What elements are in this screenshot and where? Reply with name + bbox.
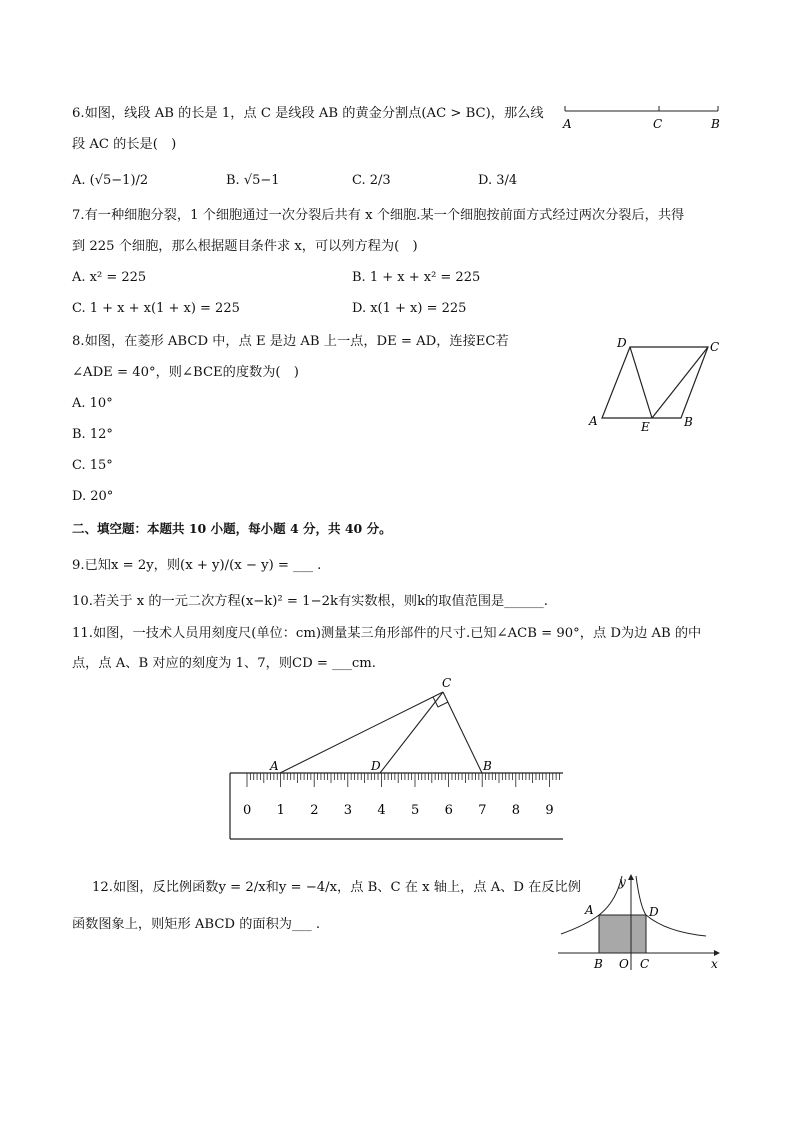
ruler-number: 1 <box>276 803 285 818</box>
label-b: B <box>594 957 603 971</box>
q11-line2: 点，点 A、B 对应的刻度为 1、7，则CD = ___cm. <box>72 656 376 671</box>
label-a: A <box>563 117 572 131</box>
q8-option-b: B. 12° <box>72 427 113 442</box>
q7-option-d: D. x(1 + x) = 225 <box>352 301 467 316</box>
ruler-number: 4 <box>377 803 386 818</box>
q6-option-c: C. 2/3 <box>352 173 391 188</box>
label-e: E <box>641 420 650 433</box>
ruler-number: 8 <box>511 803 521 818</box>
label-d: D <box>371 759 381 773</box>
section-2-heading: 二、填空题：本题共 10 小题，每小题 4 分，共 40 分。 <box>72 521 392 536</box>
q12-line2: 函数图象上，则矩形 ABCD 的面积为___ . <box>72 917 321 932</box>
q6-line2: 段 AC 的长是( ) <box>72 137 177 152</box>
q8-option-c: C. 15° <box>72 458 113 473</box>
q7-option-c: C. 1 + x + x(1 + x) = 225 <box>72 301 240 316</box>
q11-ruler-figure <box>225 672 570 842</box>
q7-line2: 到 225 个细胞，那么根据题目条件求 x，可以列方程为( ) <box>72 239 418 254</box>
label-c: C <box>442 676 452 690</box>
q12-hyperbola-figure <box>556 872 726 972</box>
ruler-number: 9 <box>545 803 554 818</box>
q7-option-a: A. x² = 225 <box>72 270 147 285</box>
q8-line1: 8.如图，在菱形 ABCD 中，点 E 是边 AB 上一点，DE = AD，连接EC若 <box>72 334 509 349</box>
q7-option-b: B. 1 + x + x² = 225 <box>352 270 481 285</box>
q6-option-d: D. 3/4 <box>478 173 518 188</box>
ruler-number: 6 <box>444 803 453 818</box>
ruler-number: 7 <box>478 803 487 818</box>
q8-option-a: A. 10° <box>72 396 113 411</box>
label-x: x <box>711 957 718 971</box>
ruler-number: 5 <box>411 803 420 818</box>
label-b: B <box>483 759 492 773</box>
label-b: B <box>711 117 720 131</box>
label-c: C <box>653 117 663 131</box>
q10-text: 10.若关于 x 的一元二次方程(x−k)² = 1−2k有实数根，则k的取值范围是______. <box>72 594 548 609</box>
q8-rhombus-figure <box>585 333 725 433</box>
q9-text: 9.已知x = 2y，则(x + y)/(x − y) = ___ . <box>72 558 322 573</box>
q6-option-b: B. √5−1 <box>226 173 280 188</box>
q7-line1: 7.有一种细胞分裂，1 个细胞通过一次分裂后共有 x 个细胞.某一个细胞按前面方式经过两次分裂后，共得 <box>72 208 685 223</box>
q8-line2: ∠ADE = 40°，则∠BCE的度数为( ) <box>72 365 299 380</box>
label-y: y <box>619 875 626 889</box>
ruler-ticks <box>247 773 559 787</box>
ruler-number: 0 <box>243 803 252 818</box>
ruler-number: 2 <box>310 803 319 818</box>
ruler-number: 3 <box>343 803 353 818</box>
label-b: B <box>684 415 693 429</box>
q6-line1: 6.如图，线段 AB 的长是 1，点 C 是线段 AB 的黄金分割点(AC > BC)，那么线 <box>72 106 544 121</box>
label-c: C <box>710 340 720 354</box>
q11-line1: 11.如图，一技术人员用刻度尺(单位：cm)测量某三角形部件的尺寸.已知∠ACB = 90°，点 D为边 AB 的中 <box>72 626 702 641</box>
label-o: O <box>619 957 629 971</box>
label-a: A <box>589 414 598 428</box>
q6-option-a: A. (√5−1)/2 <box>72 173 149 188</box>
q12-line1: 12.如图，反比例函数y = 2/x和y = −4/x，点 B、C 在 x 轴上，点 A、D 在反比例 <box>92 880 581 895</box>
label-a: A <box>585 903 594 917</box>
label-d: D <box>617 336 627 350</box>
label-c: C <box>640 957 650 971</box>
label-a: A <box>270 759 279 773</box>
q6-segment-figure <box>555 100 730 134</box>
q8-option-d: D. 20° <box>72 489 114 504</box>
label-d: D <box>649 905 659 919</box>
ruler-numbers <box>243 803 554 818</box>
